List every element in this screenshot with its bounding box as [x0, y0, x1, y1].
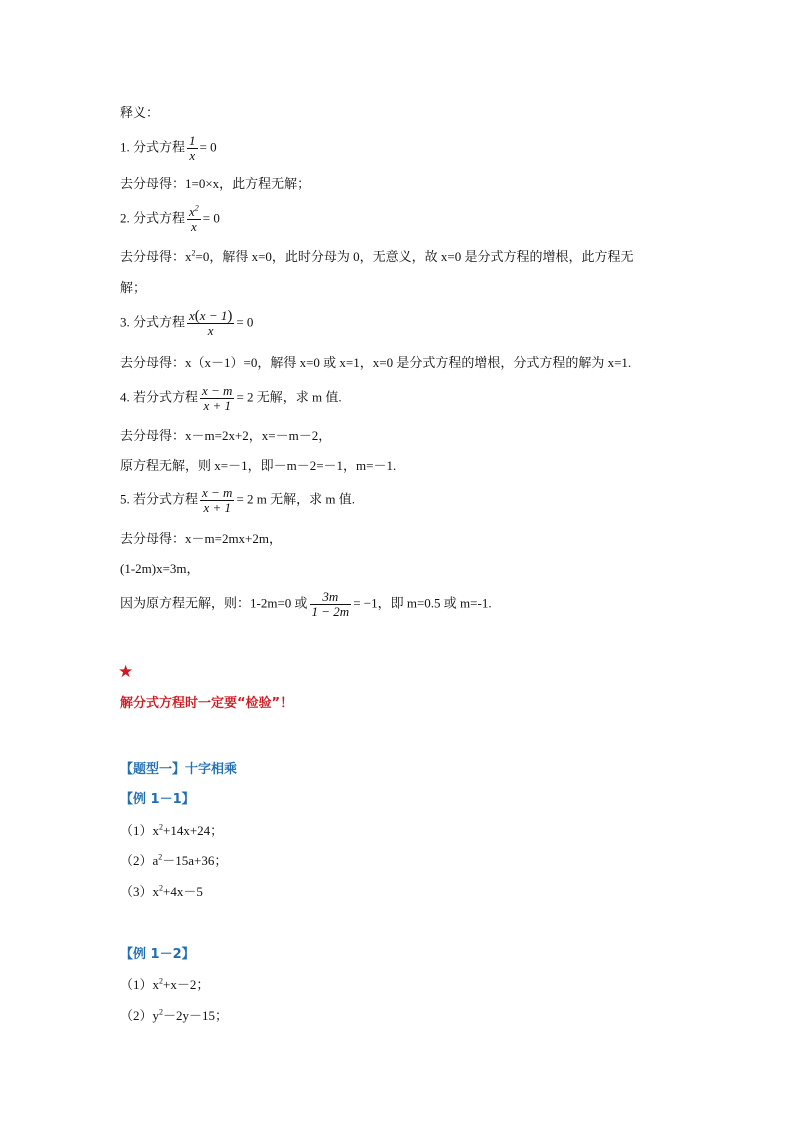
equation-rhs: = 0 — [199, 139, 217, 155]
definition-item-4 — [120, 384, 342, 413]
fraction — [187, 134, 198, 163]
fraction: $\frac{x(x - 1)}{x}$ — [189, 308, 233, 338]
exponent: 2 — [159, 822, 164, 832]
definition-solution-5: 去分母得：x－m=2mx+2m， — [120, 531, 282, 546]
item-label: 1. 分式方程 — [120, 139, 186, 155]
item-label: 2. 分式方程 — [120, 210, 186, 226]
definition-solution-4: 去分母得：x－m=2x+2，x=－m－2， — [120, 428, 332, 443]
item-label: 5. 若分式方程 — [120, 491, 199, 507]
definition-conclusion-5 — [120, 590, 492, 619]
fraction-denominator: 1 − 2m — [311, 604, 350, 619]
fraction — [187, 205, 201, 234]
equation-rhs: = 2 无解，求 m 值. — [236, 389, 342, 405]
example-title-1: 【例 1－1】 — [120, 792, 195, 807]
exponent: 2 — [159, 883, 164, 893]
solution-text: =0，解得 x=0，此时分母为 0，无意义，故 x=0 是分式方程的增根，此方程无 — [195, 249, 634, 264]
expr-text: （3）x — [120, 884, 160, 899]
fraction — [200, 486, 234, 515]
item-label: 3. 分式方程 — [120, 314, 186, 330]
conclusion-text: = −1，即 m=0.5 或 m=-1. — [353, 595, 492, 611]
definition-item-1 — [120, 134, 217, 163]
fraction-numerator: 1 — [189, 133, 196, 148]
expr-text: －15a+36； — [162, 853, 228, 868]
example-item — [120, 977, 209, 993]
expr-text: （1）x — [120, 977, 160, 992]
fraction-denominator: x — [187, 219, 201, 234]
definition-solution-3: 去分母得：x（x－1）=0，解得 x=0 或 x=1，x=0 是分式方程的增根，分式方程的解为 x=1. — [120, 355, 632, 370]
example-title-2: 【例 1－2】 — [120, 947, 195, 962]
expr-text: －2y－15； — [163, 1008, 229, 1023]
definitions-heading: 释义： — [120, 105, 160, 120]
solution-text: 去分母得：x — [120, 249, 192, 264]
definition-solution-2 — [120, 249, 634, 265]
tip-text: 解分式方程时一定要“检验”！ — [120, 696, 294, 711]
conclusion-text: 因为原方程无解，则：1-2m=0 或 — [120, 595, 308, 611]
fraction — [310, 590, 352, 619]
expr-text: （2）y — [120, 1008, 160, 1023]
exponent: 2 — [194, 203, 199, 213]
exponent: 2 — [158, 852, 163, 862]
definition-conclusion-4: 原方程无解，则 x=－1，即－m－2=－1，m=－1. — [120, 458, 397, 473]
definition-step-5: (1-2m)x=3m， — [120, 561, 200, 576]
fraction-numerator: x — [189, 308, 195, 323]
fraction-denominator: x + 1 — [200, 500, 234, 515]
section-title: 【题型一】十字相乘 — [120, 762, 238, 777]
definition-item-2 — [120, 205, 220, 234]
example-item — [120, 853, 227, 869]
star-icon: ★ — [118, 662, 134, 681]
expr-text: +14x+24； — [163, 823, 224, 838]
definition-item-5 — [120, 486, 355, 515]
fraction-numerator-factor: x − 1 — [199, 308, 228, 323]
equation-rhs: = 0 — [236, 314, 254, 330]
fraction-numerator: x — [189, 204, 195, 219]
fraction-denominator: x + 1 — [200, 398, 234, 413]
example-item — [120, 1008, 228, 1024]
exponent: 2 — [159, 1007, 164, 1017]
fraction — [200, 384, 234, 413]
fraction-numerator: x − m — [202, 485, 233, 500]
expr-text: （1）x — [120, 823, 160, 838]
fraction-numerator: x − m — [202, 383, 233, 398]
exponent: 2 — [191, 248, 196, 258]
fraction-numerator: 3m — [322, 589, 339, 604]
equation-rhs: = 2 m 无解，求 m 值. — [236, 491, 356, 507]
item-label: 4. 若分式方程 — [120, 389, 199, 405]
exponent: 2 — [159, 976, 164, 986]
example-item — [120, 884, 203, 900]
fraction-denominator: x — [187, 148, 198, 163]
fraction-denominator: x — [187, 323, 234, 338]
equation-rhs: = 0 — [202, 210, 220, 226]
example-item — [120, 823, 223, 839]
definition-solution-2-cont: 解； — [120, 280, 147, 295]
definition-solution-1: 去分母得：1=0×x，此方程无解； — [120, 176, 311, 191]
definition-item-3 — [120, 309, 253, 338]
expr-text: （2）a — [120, 853, 159, 868]
expr-text: +4x－5 — [163, 884, 203, 899]
expr-text: +x－2； — [163, 977, 210, 992]
